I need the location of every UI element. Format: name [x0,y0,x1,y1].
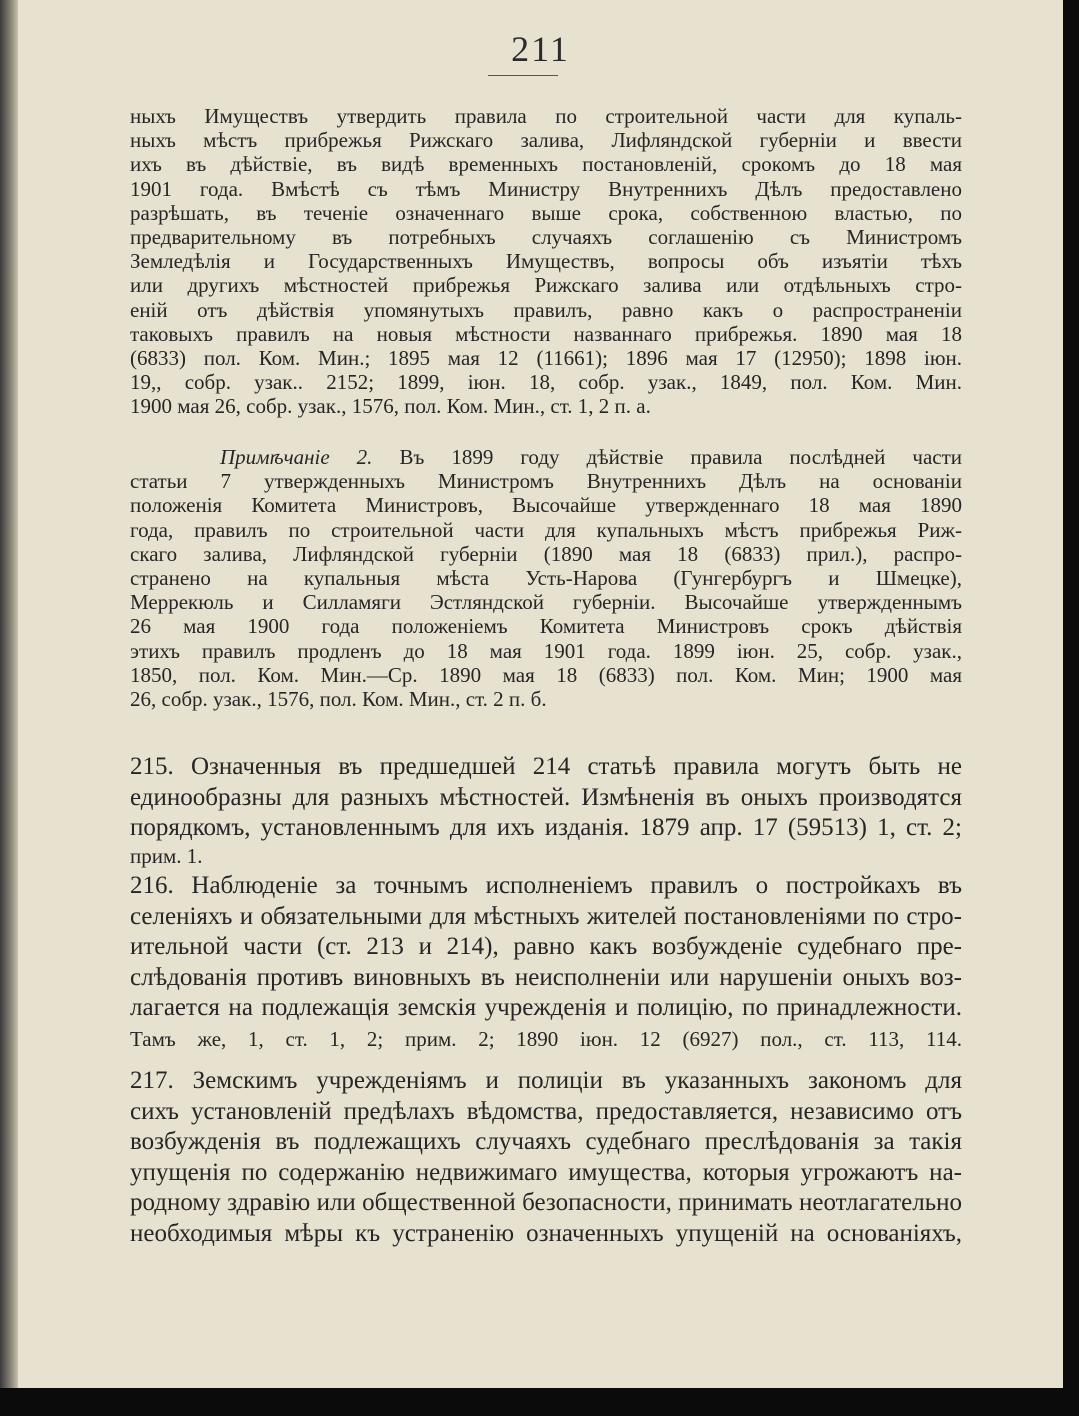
article-first-line [130,752,962,783]
article-216 [130,871,962,1054]
text-line: 1850, пол. Ком. Мин.—Ср. 1890 мая 18 (6833) пол. Ком. Мин; 1900 мая [130,662,962,687]
article-text: Означенныя въ предшедшей 214 статьѣ правила могутъ быть не [190,753,963,780]
text-line: слѣдованія противъ виновныхъ въ неисполненіи или нарушеніи оныхъ воз- [130,963,962,991]
article-214-continuation [130,104,962,419]
text-line: единообразны для разныхъ мѣстностей. Измѣненія въ оныхъ производятся [130,783,962,811]
article-number: 216. [130,872,174,899]
text-line: прим. 1. [130,843,203,868]
text-line: Меррекюль и Силламяги Эстляндской губерніи. Высочайше утвержденнымъ [130,590,962,615]
text-line: ихъ въ дѣйствіе, въ видѣ временныхъ постановленій, срокомъ до 18 мая [130,152,962,177]
article-text: Наблюденіе за точнымъ исполненіемъ правилъ о постройкахъ въ [191,872,962,899]
text-line: порядкомъ, установленнымъ для ихъ изданія. 1879 апр. 17 (59513) 1, ст. 2; [130,814,962,841]
article-number: 217. [130,1067,174,1094]
text-line: положенія Комитета Министровъ, Высочайше утвержденнаго 18 мая 1890 [130,493,962,518]
text-line: таковыхъ правилъ на новыя мѣстности названнаго прибрежья. 1890 мая 18 [130,321,962,346]
article-text: Земскимъ учрежденіямъ и полиціи въ указанныхъ закономъ для [192,1067,963,1094]
text-line: (6833) пол. Ком. Мин.; 1895 мая 12 (11661); 1896 мая 17 (12950); 1898 іюн. [130,346,962,371]
text-line: скаго залива, Лифляндской губерніи (1890 мая 18 (6833) прил.), распро- [130,541,962,566]
text-line: Земледѣлія и Государственныхъ Имуществъ, вопросы объ изъятіи тѣхъ [130,249,962,274]
text-line: года, правилъ по строительной части для купальныхъ мѣстъ прибрежья Риж- [130,517,962,542]
text-line: необходимыя мѣры къ устраненію означенныхъ упущеній на основаніяхъ, [130,1219,962,1247]
text-line: ныхъ мѣстъ прибрежья Рижскаго залива, Лифляндской губерніи и ввести [130,128,962,153]
article-first-line [130,871,962,902]
text-line: ныхъ Имуществъ утвердить правила по строительной части для купаль- [130,104,962,128]
text-line: ительной части (ст. 213 и 214), равно какъ возбужденіе судебнаго пре- [130,933,962,960]
text-line: странено на купальныя мѣста Усть-Нарова (Гунгербургъ и Шмецке), [130,566,962,591]
text-line: 26, собр. узак., 1576, пол. Ком. Мин., ст. 2 п. б. [130,687,547,712]
article-first-line [130,1066,962,1097]
text-line: этихъ правилъ продленъ до 18 мая 1901 года. 1899 іюн. 25, собр. узак., [130,638,962,663]
text-line: разрѣшать, въ теченіе означеннаго выше срока, собственною властью, по [130,200,962,225]
article-215 [130,752,962,868]
text-line: или другихъ мѣстностей прибрежья Рижскаго залива или отдѣльныхъ стро- [130,273,962,298]
text-line: селеніяхъ и обязательными для мѣстныхъ жителей постановленіями по стро- [130,902,962,930]
note-label: Примѣчаніе 2. [220,445,373,469]
text-line: 19,, собр. узак.. 2152; 1899, іюн. 18, собр. узак., 1849, пол. Ком. Мин. [130,370,962,395]
text-line: сихъ установленій предѣлахъ вѣдомства, предоставляется, независимо отъ [130,1097,962,1125]
text-line: 1901 года. Вмѣстѣ съ тѣмъ Министру Внутреннихъ Дѣлъ предоставлено [130,176,962,201]
text-line: лагается на подлежащія земскія учрежденія и полицію, по принадлежности. [130,994,962,1021]
book-page [18,0,1063,1388]
text-line: предварительному въ потребныхъ случаяхъ соглашенію съ Министромъ [130,225,962,250]
text-line: родному здравію или общественной безопасности, принимать неотлагательно [130,1189,962,1216]
text-line: 26 мая 1900 года положеніемъ Комитета Министровъ срокъ дѣйствія [130,614,962,639]
text-line: 1900 мая 26, собр. узак., 1576, пол. Ком. Мин., ст. 1, 2 п. а. [130,394,651,419]
text-line: возбужденія въ подлежащихъ случаяхъ судебнаго преслѣдованія за такія [130,1128,962,1155]
page-edge-shadow [0,0,18,1388]
article-217 [130,1066,962,1249]
page-number: 211 [511,29,570,69]
text-line: упущенія по содержанію недвижимаго имущества, которыя угрожаютъ на- [130,1158,962,1186]
note-text: Въ 1899 году дѣйствіе правила послѣдней части [399,445,963,469]
text-line: Тамъ же, 1, ст. 1, 2; прим. 2; 1890 іюн. 12 (6927) пол., ст. 113, 114. [130,1026,962,1051]
header-rule [488,75,558,76]
note-2 [130,445,962,711]
text-line: еній отъ дѣйствія упомянутыхъ правилъ, равно какъ о распространеніи [130,297,962,322]
article-number: 215. [130,753,174,780]
note-first-line [130,445,962,469]
text-line: статьи 7 утвержденныхъ Министромъ Внутреннихъ Дѣлъ на основаніи [130,469,962,494]
